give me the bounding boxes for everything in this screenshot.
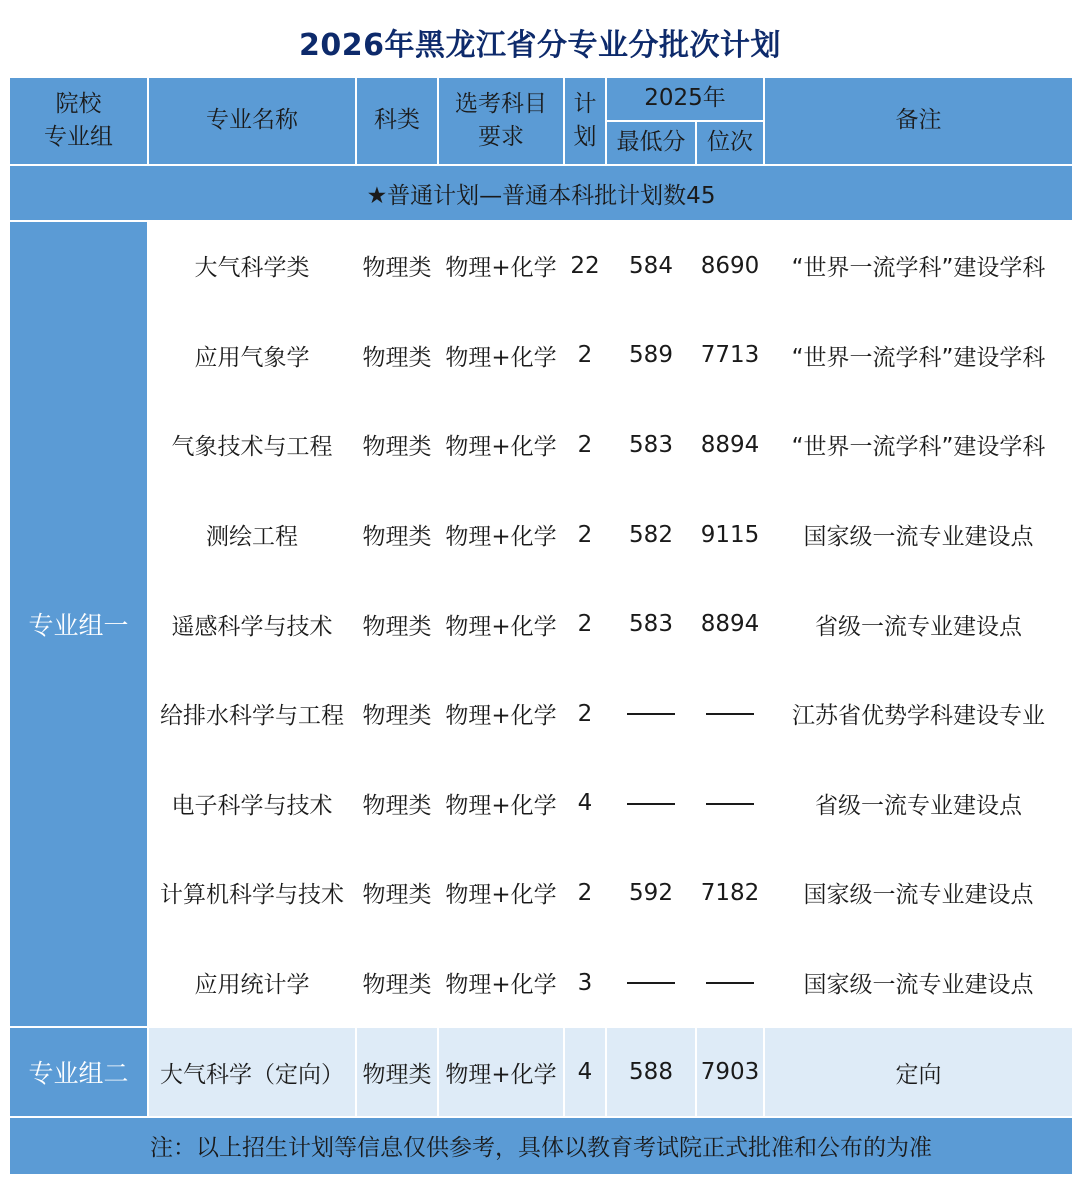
remark-cell: 国家级一流专业建设点 bbox=[764, 490, 1073, 580]
plan-cell: 4 bbox=[564, 1027, 606, 1117]
plan-cell: 2 bbox=[564, 579, 606, 669]
major-cell: 测绘工程 bbox=[148, 490, 356, 580]
header-subjects-line1: 选考科目 bbox=[455, 90, 547, 117]
major-cell: 电子科学与技术 bbox=[148, 759, 356, 849]
category-cell: 物理类 bbox=[356, 1027, 438, 1117]
table-row bbox=[9, 490, 1073, 580]
plan-cell: 2 bbox=[564, 848, 606, 938]
remark-cell: 省级一流专业建设点 bbox=[764, 759, 1073, 849]
header-min-score: 最低分 bbox=[606, 121, 696, 165]
category-cell: 物理类 bbox=[356, 759, 438, 849]
subjects-cell: 物理+化学 bbox=[438, 221, 564, 311]
subjects-cell: 物理+化学 bbox=[438, 759, 564, 849]
rank-cell: 7182 bbox=[696, 848, 764, 938]
major-cell: 大气科学类 bbox=[148, 221, 356, 311]
plan-cell: 2 bbox=[564, 490, 606, 580]
subjects-cell: 物理+化学 bbox=[438, 311, 564, 401]
rank-cell: 9115 bbox=[696, 490, 764, 580]
header-group-line1: 院校 bbox=[55, 90, 102, 117]
plan-cell: 2 bbox=[564, 400, 606, 490]
remark-cell: 国家级一流专业建设点 bbox=[764, 938, 1073, 1028]
plan-cell: 2 bbox=[564, 311, 606, 401]
no-data-dash bbox=[706, 982, 754, 984]
remark-cell: 国家级一流专业建设点 bbox=[764, 848, 1073, 938]
table-row bbox=[9, 400, 1073, 490]
rank-cell bbox=[696, 938, 764, 1028]
table-row bbox=[9, 579, 1073, 669]
min-score-cell: 589 bbox=[606, 311, 696, 401]
major-cell: 气象技术与工程 bbox=[148, 400, 356, 490]
major-cell: 应用统计学 bbox=[148, 938, 356, 1028]
header-year: 2025年 bbox=[606, 77, 764, 121]
major-cell: 大气科学（定向） bbox=[148, 1027, 356, 1117]
category-cell: 物理类 bbox=[356, 579, 438, 669]
group-name-cell: 专业组二 bbox=[9, 1027, 148, 1117]
rank-cell bbox=[696, 669, 764, 759]
table-row bbox=[9, 669, 1073, 759]
group-name-cell: 专业组一 bbox=[9, 221, 148, 1027]
remark-cell: 省级一流专业建设点 bbox=[764, 579, 1073, 669]
major-cell: 计算机科学与技术 bbox=[148, 848, 356, 938]
table-row bbox=[9, 1027, 1073, 1117]
category-cell: 物理类 bbox=[356, 311, 438, 401]
rank-cell: 8894 bbox=[696, 579, 764, 669]
table-row bbox=[9, 311, 1073, 401]
min-score-cell bbox=[606, 759, 696, 849]
min-score-cell: 583 bbox=[606, 579, 696, 669]
rank-cell: 8690 bbox=[696, 221, 764, 311]
min-score-cell bbox=[606, 669, 696, 759]
subjects-cell: 物理+化学 bbox=[438, 848, 564, 938]
rank-cell: 8894 bbox=[696, 400, 764, 490]
subjects-cell: 物理+化学 bbox=[438, 400, 564, 490]
min-score-cell: 584 bbox=[606, 221, 696, 311]
subjects-cell: 物理+化学 bbox=[438, 579, 564, 669]
no-data-dash bbox=[706, 713, 754, 715]
plan-cell: 2 bbox=[564, 669, 606, 759]
subjects-cell: 物理+化学 bbox=[438, 1027, 564, 1117]
header-plan-line2: 划 bbox=[573, 124, 597, 150]
category-cell: 物理类 bbox=[356, 400, 438, 490]
no-data-dash bbox=[627, 803, 675, 805]
min-score-cell: 583 bbox=[606, 400, 696, 490]
subjects-cell: 物理+化学 bbox=[438, 490, 564, 580]
page-title: 2026年黑龙江省分专业分批次计划 bbox=[299, 28, 781, 63]
remark-cell: 定向 bbox=[764, 1027, 1073, 1117]
min-score-cell: 582 bbox=[606, 490, 696, 580]
category-cell: 物理类 bbox=[356, 221, 438, 311]
min-score-cell: 592 bbox=[606, 848, 696, 938]
min-score-cell bbox=[606, 938, 696, 1028]
header-major: 专业名称 bbox=[148, 77, 356, 165]
category-cell: 物理类 bbox=[356, 490, 438, 580]
plan-cell: 3 bbox=[564, 938, 606, 1028]
remark-cell: “世界一流学科”建设学科 bbox=[764, 311, 1073, 401]
header-group-line2: 专业组 bbox=[44, 124, 113, 150]
major-cell: 给排水科学与工程 bbox=[148, 669, 356, 759]
plan-table bbox=[8, 76, 1074, 1176]
no-data-dash bbox=[706, 803, 754, 805]
subjects-cell: 物理+化学 bbox=[438, 938, 564, 1028]
category-cell: 物理类 bbox=[356, 848, 438, 938]
table-row bbox=[9, 848, 1073, 938]
footnote: 注：以上招生计划等信息仅供参考，具体以教育考试院正式批准和公布的为准 bbox=[9, 1117, 1073, 1175]
header-group bbox=[9, 77, 148, 165]
min-score-cell: 588 bbox=[606, 1027, 696, 1117]
major-cell: 遥感科学与技术 bbox=[148, 579, 356, 669]
plan-body bbox=[9, 221, 1073, 1117]
header-rank: 位次 bbox=[696, 121, 764, 165]
rank-cell bbox=[696, 759, 764, 849]
header-category: 科类 bbox=[356, 77, 438, 165]
no-data-dash bbox=[627, 713, 675, 715]
remark-cell: “世界一流学科”建设学科 bbox=[764, 221, 1073, 311]
category-cell: 物理类 bbox=[356, 669, 438, 759]
subjects-cell: 物理+化学 bbox=[438, 669, 564, 759]
no-data-dash bbox=[627, 982, 675, 984]
header-remark: 备注 bbox=[764, 77, 1073, 165]
header-subjects-line2: 要求 bbox=[478, 124, 524, 150]
plan-cell: 4 bbox=[564, 759, 606, 849]
table-row bbox=[9, 221, 1073, 311]
remark-cell: “世界一流学科”建设学科 bbox=[764, 400, 1073, 490]
header-plan-line1: 计 bbox=[573, 90, 597, 117]
remark-cell: 江苏省优势学科建设专业 bbox=[764, 669, 1073, 759]
header-plan bbox=[564, 77, 606, 165]
major-cell: 应用气象学 bbox=[148, 311, 356, 401]
table-row bbox=[9, 759, 1073, 849]
category-cell: 物理类 bbox=[356, 938, 438, 1028]
rank-cell: 7713 bbox=[696, 311, 764, 401]
header-subjects bbox=[438, 77, 564, 165]
section-title: ★普通计划—普通本科批计划数45 bbox=[9, 165, 1073, 221]
rank-cell: 7903 bbox=[696, 1027, 764, 1117]
plan-cell: 22 bbox=[564, 221, 606, 311]
table-row bbox=[9, 938, 1073, 1028]
